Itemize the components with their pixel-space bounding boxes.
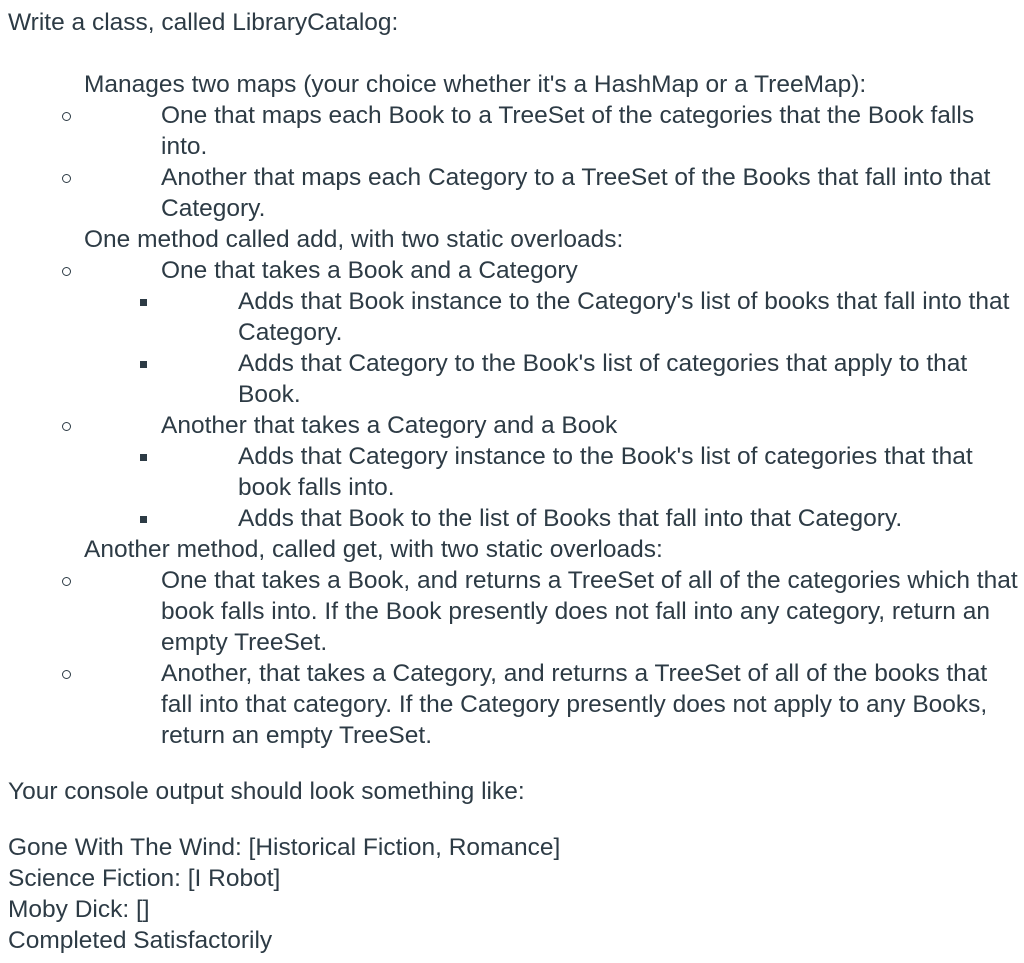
sub-item xyxy=(84,162,1024,224)
requirement-text: Another method, called get, with two static overloads: xyxy=(84,536,663,563)
disc-bullet-icon xyxy=(0,224,2,255)
detail-list xyxy=(161,441,1024,534)
console-output xyxy=(8,832,1024,956)
detail-item xyxy=(161,503,1024,534)
sub-list xyxy=(84,100,1024,224)
detail-text: Adds that Book to the list of Books that fall into that Category. xyxy=(238,505,903,532)
detail-item xyxy=(161,348,1024,410)
circle-bullet-icon xyxy=(58,100,78,131)
sub-item-text: Another, that takes a Category, and returns a TreeSet of all of the books that fall into that category. If the Category presently does not apply to any Books, return an empty TreeSet. xyxy=(161,660,988,749)
disc-bullet-icon xyxy=(0,534,2,565)
sub-item xyxy=(84,565,1024,658)
disc-bullet-icon xyxy=(0,69,2,100)
circle-bullet-icon xyxy=(58,565,78,596)
sub-item-text: One that takes a Book and a Category xyxy=(161,257,578,284)
console-line: Gone With The Wind: [Historical Fiction, Romance] xyxy=(8,834,561,861)
circle-bullet-icon xyxy=(58,410,78,441)
sub-item xyxy=(84,255,1024,410)
square-bullet-icon xyxy=(135,286,155,317)
requirement-text: One method called add, with two static overloads: xyxy=(84,226,624,253)
sub-item-text: One that takes a Book, and returns a TreeSet of all of the categories which that book falls into. If the Book presently does not fall into any category, return an empty TreeSet. xyxy=(161,567,1018,656)
console-line: Completed Satisfactorily xyxy=(8,927,273,954)
sub-item-text: Another that maps each Category to a TreeSet of the Books that fall into that Category. xyxy=(161,164,991,222)
square-bullet-icon xyxy=(135,348,155,379)
console-intro: Your console output should look something like: xyxy=(8,778,525,805)
sub-item-text: Another that takes a Category and a Book xyxy=(161,412,618,439)
square-bullet-icon xyxy=(135,503,155,534)
requirement-text: Manages two maps (your choice whether it's a HashMap or a TreeMap): xyxy=(84,71,867,98)
circle-bullet-icon xyxy=(58,658,78,689)
detail-text: Adds that Book instance to the Category's list of books that fall into that Category. xyxy=(238,288,1010,346)
requirement-item xyxy=(8,69,1024,224)
circle-bullet-icon xyxy=(58,162,78,193)
sub-list xyxy=(84,255,1024,534)
console-line: Moby Dick: [] xyxy=(8,896,150,923)
console-line: Science Fiction: [I Robot] xyxy=(8,865,281,892)
detail-list xyxy=(161,286,1024,410)
detail-text: Adds that Category instance to the Book's list of categories that that book falls into. xyxy=(238,443,973,501)
sub-item xyxy=(84,658,1024,751)
detail-text: Adds that Category to the Book's list of categories that apply to that Book. xyxy=(238,350,968,408)
requirement-item xyxy=(8,534,1024,751)
sub-item xyxy=(84,100,1024,162)
intro-paragraph: Write a class, called LibraryCatalog: xyxy=(8,9,399,36)
requirement-item xyxy=(8,224,1024,534)
circle-bullet-icon xyxy=(58,255,78,286)
sub-list xyxy=(84,565,1024,751)
requirements-list xyxy=(8,69,1024,751)
sub-item-text: One that maps each Book to a TreeSet of the categories that the Book falls into. xyxy=(161,102,975,160)
sub-item xyxy=(84,410,1024,534)
square-bullet-icon xyxy=(135,441,155,472)
detail-item xyxy=(161,441,1024,503)
detail-item xyxy=(161,286,1024,348)
